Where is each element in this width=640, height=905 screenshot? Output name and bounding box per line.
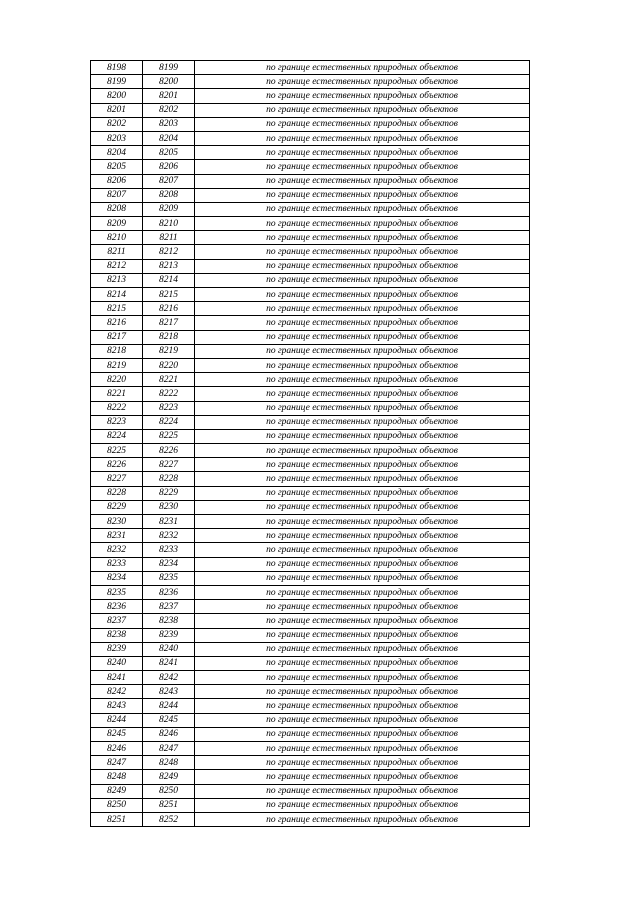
- point-from-cell: 8206: [91, 174, 143, 188]
- table-row: [91, 784, 530, 798]
- description-cell: по границе естественных природных объектов: [195, 188, 530, 202]
- point-from-cell: 8233: [91, 557, 143, 571]
- table-row: [91, 699, 530, 713]
- description-cell: по границе естественных природных объектов: [195, 770, 530, 784]
- description-cell: по границе естественных природных объектов: [195, 699, 530, 713]
- table-row: [91, 444, 530, 458]
- point-to-cell: 8224: [143, 415, 195, 429]
- point-from-cell: 8208: [91, 202, 143, 216]
- point-to-cell: 8214: [143, 273, 195, 287]
- point-from-cell: 8226: [91, 458, 143, 472]
- table-row: [91, 316, 530, 330]
- point-from-cell: 8205: [91, 160, 143, 174]
- point-from-cell: 8214: [91, 288, 143, 302]
- table-row: [91, 812, 530, 826]
- table-row: [91, 89, 530, 103]
- point-from-cell: 8211: [91, 245, 143, 259]
- table-row: [91, 500, 530, 514]
- point-to-cell: 8244: [143, 699, 195, 713]
- description-cell: по границе естественных природных объектов: [195, 373, 530, 387]
- point-to-cell: 8216: [143, 302, 195, 316]
- description-cell: по границе естественных природных объектов: [195, 273, 530, 287]
- description-cell: по границе естественных природных объектов: [195, 642, 530, 656]
- table-row: [91, 373, 530, 387]
- description-cell: по границе естественных природных объектов: [195, 656, 530, 670]
- description-cell: по границе естественных природных объектов: [195, 727, 530, 741]
- description-cell: по границе естественных природных объектов: [195, 472, 530, 486]
- table-row: [91, 429, 530, 443]
- point-from-cell: 8223: [91, 415, 143, 429]
- table-row: [91, 302, 530, 316]
- point-to-cell: 8226: [143, 444, 195, 458]
- point-from-cell: 8202: [91, 117, 143, 131]
- point-from-cell: 8238: [91, 628, 143, 642]
- point-from-cell: 8228: [91, 486, 143, 500]
- description-cell: по границе естественных природных объектов: [195, 231, 530, 245]
- description-cell: по границе естественных природных объектов: [195, 529, 530, 543]
- table-row: [91, 401, 530, 415]
- table-row: [91, 174, 530, 188]
- table-row: [91, 103, 530, 117]
- point-to-cell: 8225: [143, 429, 195, 443]
- point-to-cell: 8240: [143, 642, 195, 656]
- description-cell: по границе естественных природных объектов: [195, 302, 530, 316]
- point-to-cell: 8238: [143, 614, 195, 628]
- point-from-cell: 8225: [91, 444, 143, 458]
- point-to-cell: 8230: [143, 500, 195, 514]
- point-from-cell: 8221: [91, 387, 143, 401]
- point-from-cell: 8237: [91, 614, 143, 628]
- point-to-cell: 8217: [143, 316, 195, 330]
- description-cell: по границе естественных природных объектов: [195, 458, 530, 472]
- description-cell: по границе естественных природных объектов: [195, 316, 530, 330]
- point-to-cell: 8205: [143, 146, 195, 160]
- point-from-cell: 8207: [91, 188, 143, 202]
- table-row: [91, 628, 530, 642]
- table-row: [91, 798, 530, 812]
- description-cell: по границе естественных природных объектов: [195, 571, 530, 585]
- point-from-cell: 8241: [91, 671, 143, 685]
- table-row: [91, 600, 530, 614]
- table-row: [91, 543, 530, 557]
- description-cell: по границе естественных природных объектов: [195, 288, 530, 302]
- point-to-cell: 8245: [143, 713, 195, 727]
- point-to-cell: 8231: [143, 515, 195, 529]
- description-cell: по границе естественных природных объектов: [195, 245, 530, 259]
- table-row: [91, 160, 530, 174]
- description-cell: по границе естественных природных объектов: [195, 103, 530, 117]
- description-cell: по границе естественных природных объектов: [195, 585, 530, 599]
- point-from-cell: 8243: [91, 699, 143, 713]
- description-cell: по границе естественных природных объектов: [195, 628, 530, 642]
- point-to-cell: 8223: [143, 401, 195, 415]
- point-to-cell: 8229: [143, 486, 195, 500]
- point-from-cell: 8212: [91, 259, 143, 273]
- table-row: [91, 146, 530, 160]
- table-row: [91, 614, 530, 628]
- point-from-cell: 8229: [91, 500, 143, 514]
- point-to-cell: 8228: [143, 472, 195, 486]
- description-cell: по границе естественных природных объектов: [195, 259, 530, 273]
- point-to-cell: 8241: [143, 656, 195, 670]
- description-cell: по границе естественных природных объектов: [195, 486, 530, 500]
- point-to-cell: 8252: [143, 812, 195, 826]
- description-cell: по границе естественных природных объектов: [195, 713, 530, 727]
- table-row: [91, 245, 530, 259]
- point-from-cell: 8249: [91, 784, 143, 798]
- point-to-cell: 8247: [143, 742, 195, 756]
- point-from-cell: 8234: [91, 571, 143, 585]
- table-row: [91, 458, 530, 472]
- point-to-cell: 8213: [143, 259, 195, 273]
- table-row: [91, 770, 530, 784]
- description-cell: по границе естественных природных объектов: [195, 131, 530, 145]
- point-to-cell: 8239: [143, 628, 195, 642]
- point-from-cell: 8227: [91, 472, 143, 486]
- point-to-cell: 8209: [143, 202, 195, 216]
- description-cell: по границе естественных природных объектов: [195, 75, 530, 89]
- point-to-cell: 8246: [143, 727, 195, 741]
- description-cell: по границе естественных природных объектов: [195, 160, 530, 174]
- point-from-cell: 8215: [91, 302, 143, 316]
- point-from-cell: 8230: [91, 515, 143, 529]
- point-to-cell: 8208: [143, 188, 195, 202]
- table-row: [91, 727, 530, 741]
- table-row: [91, 288, 530, 302]
- point-to-cell: 8222: [143, 387, 195, 401]
- point-from-cell: 8222: [91, 401, 143, 415]
- table-row: [91, 713, 530, 727]
- table-row: [91, 472, 530, 486]
- point-from-cell: 8248: [91, 770, 143, 784]
- table-row: [91, 344, 530, 358]
- table-row: [91, 642, 530, 656]
- table-row: [91, 117, 530, 131]
- table-row: [91, 387, 530, 401]
- point-to-cell: 8220: [143, 358, 195, 372]
- table-row: [91, 273, 530, 287]
- point-from-cell: 8213: [91, 273, 143, 287]
- point-from-cell: 8209: [91, 217, 143, 231]
- description-cell: по границе естественных природных объектов: [195, 742, 530, 756]
- point-from-cell: 8210: [91, 231, 143, 245]
- point-from-cell: 8203: [91, 131, 143, 145]
- point-to-cell: 8249: [143, 770, 195, 784]
- description-cell: по границе естественных природных объектов: [195, 202, 530, 216]
- point-to-cell: 8201: [143, 89, 195, 103]
- point-from-cell: 8201: [91, 103, 143, 117]
- description-cell: по границе естественных природных объектов: [195, 344, 530, 358]
- description-cell: по границе естественных природных объектов: [195, 557, 530, 571]
- point-to-cell: 8203: [143, 117, 195, 131]
- point-from-cell: 8244: [91, 713, 143, 727]
- point-to-cell: 8219: [143, 344, 195, 358]
- table-body: [91, 61, 530, 827]
- point-from-cell: 8224: [91, 429, 143, 443]
- point-to-cell: 8234: [143, 557, 195, 571]
- description-cell: по границе естественных природных объектов: [195, 798, 530, 812]
- table-row: [91, 557, 530, 571]
- description-cell: по границе естественных природных объектов: [195, 685, 530, 699]
- point-from-cell: 8199: [91, 75, 143, 89]
- table-row: [91, 486, 530, 500]
- point-to-cell: 8200: [143, 75, 195, 89]
- point-from-cell: 8247: [91, 756, 143, 770]
- point-from-cell: 8219: [91, 358, 143, 372]
- description-cell: по границе естественных природных объектов: [195, 444, 530, 458]
- point-from-cell: 8242: [91, 685, 143, 699]
- point-to-cell: 8215: [143, 288, 195, 302]
- table-row: [91, 231, 530, 245]
- description-cell: по границе естественных природных объектов: [195, 756, 530, 770]
- point-from-cell: 8250: [91, 798, 143, 812]
- point-from-cell: 8204: [91, 146, 143, 160]
- point-to-cell: 8212: [143, 245, 195, 259]
- boundary-description-table: [90, 60, 530, 827]
- point-from-cell: 8251: [91, 812, 143, 826]
- table-row: [91, 259, 530, 273]
- point-to-cell: 8221: [143, 373, 195, 387]
- description-cell: по границе естественных природных объектов: [195, 614, 530, 628]
- description-cell: по границе естественных природных объектов: [195, 217, 530, 231]
- point-to-cell: 8206: [143, 160, 195, 174]
- description-cell: по границе естественных природных объектов: [195, 330, 530, 344]
- point-from-cell: 8232: [91, 543, 143, 557]
- table-row: [91, 571, 530, 585]
- point-to-cell: 8242: [143, 671, 195, 685]
- point-to-cell: 8218: [143, 330, 195, 344]
- point-from-cell: 8236: [91, 600, 143, 614]
- point-to-cell: 8233: [143, 543, 195, 557]
- point-from-cell: 8245: [91, 727, 143, 741]
- point-to-cell: 8248: [143, 756, 195, 770]
- point-to-cell: 8211: [143, 231, 195, 245]
- point-from-cell: 8235: [91, 585, 143, 599]
- point-to-cell: 8207: [143, 174, 195, 188]
- table-row: [91, 202, 530, 216]
- description-cell: по границе естественных природных объектов: [195, 429, 530, 443]
- point-to-cell: 8199: [143, 61, 195, 75]
- table-row: [91, 756, 530, 770]
- point-to-cell: 8210: [143, 217, 195, 231]
- description-cell: по границе естественных природных объектов: [195, 401, 530, 415]
- table-row: [91, 685, 530, 699]
- description-cell: по границе естественных природных объектов: [195, 812, 530, 826]
- table-row: [91, 585, 530, 599]
- description-cell: по границе естественных природных объектов: [195, 600, 530, 614]
- point-to-cell: 8232: [143, 529, 195, 543]
- description-cell: по границе естественных природных объектов: [195, 784, 530, 798]
- table-row: [91, 61, 530, 75]
- description-cell: по границе естественных природных объектов: [195, 415, 530, 429]
- table-row: [91, 515, 530, 529]
- point-from-cell: 8217: [91, 330, 143, 344]
- point-from-cell: 8239: [91, 642, 143, 656]
- description-cell: по границе естественных природных объектов: [195, 500, 530, 514]
- description-cell: по границе естественных природных объектов: [195, 117, 530, 131]
- description-cell: по границе естественных природных объектов: [195, 671, 530, 685]
- table-row: [91, 330, 530, 344]
- table-row: [91, 656, 530, 670]
- point-from-cell: 8246: [91, 742, 143, 756]
- description-cell: по границе естественных природных объектов: [195, 89, 530, 103]
- description-cell: по границе естественных природных объектов: [195, 543, 530, 557]
- point-to-cell: 8237: [143, 600, 195, 614]
- point-to-cell: 8243: [143, 685, 195, 699]
- table-row: [91, 742, 530, 756]
- description-cell: по границе естественных природных объектов: [195, 61, 530, 75]
- table-row: [91, 75, 530, 89]
- description-cell: по границе естественных природных объектов: [195, 358, 530, 372]
- table-row: [91, 529, 530, 543]
- point-from-cell: 8216: [91, 316, 143, 330]
- description-cell: по границе естественных природных объектов: [195, 515, 530, 529]
- table-row: [91, 415, 530, 429]
- point-from-cell: 8200: [91, 89, 143, 103]
- point-from-cell: 8240: [91, 656, 143, 670]
- point-from-cell: 8231: [91, 529, 143, 543]
- table-row: [91, 358, 530, 372]
- point-from-cell: 8198: [91, 61, 143, 75]
- point-to-cell: 8236: [143, 585, 195, 599]
- point-to-cell: 8251: [143, 798, 195, 812]
- table-row: [91, 131, 530, 145]
- description-cell: по границе естественных природных объектов: [195, 146, 530, 160]
- description-cell: по границе естественных природных объектов: [195, 387, 530, 401]
- point-to-cell: 8235: [143, 571, 195, 585]
- table-row: [91, 671, 530, 685]
- table-row: [91, 188, 530, 202]
- point-from-cell: 8220: [91, 373, 143, 387]
- table-row: [91, 217, 530, 231]
- point-to-cell: 8250: [143, 784, 195, 798]
- point-from-cell: 8218: [91, 344, 143, 358]
- point-to-cell: 8202: [143, 103, 195, 117]
- point-to-cell: 8227: [143, 458, 195, 472]
- description-cell: по границе естественных природных объектов: [195, 174, 530, 188]
- point-to-cell: 8204: [143, 131, 195, 145]
